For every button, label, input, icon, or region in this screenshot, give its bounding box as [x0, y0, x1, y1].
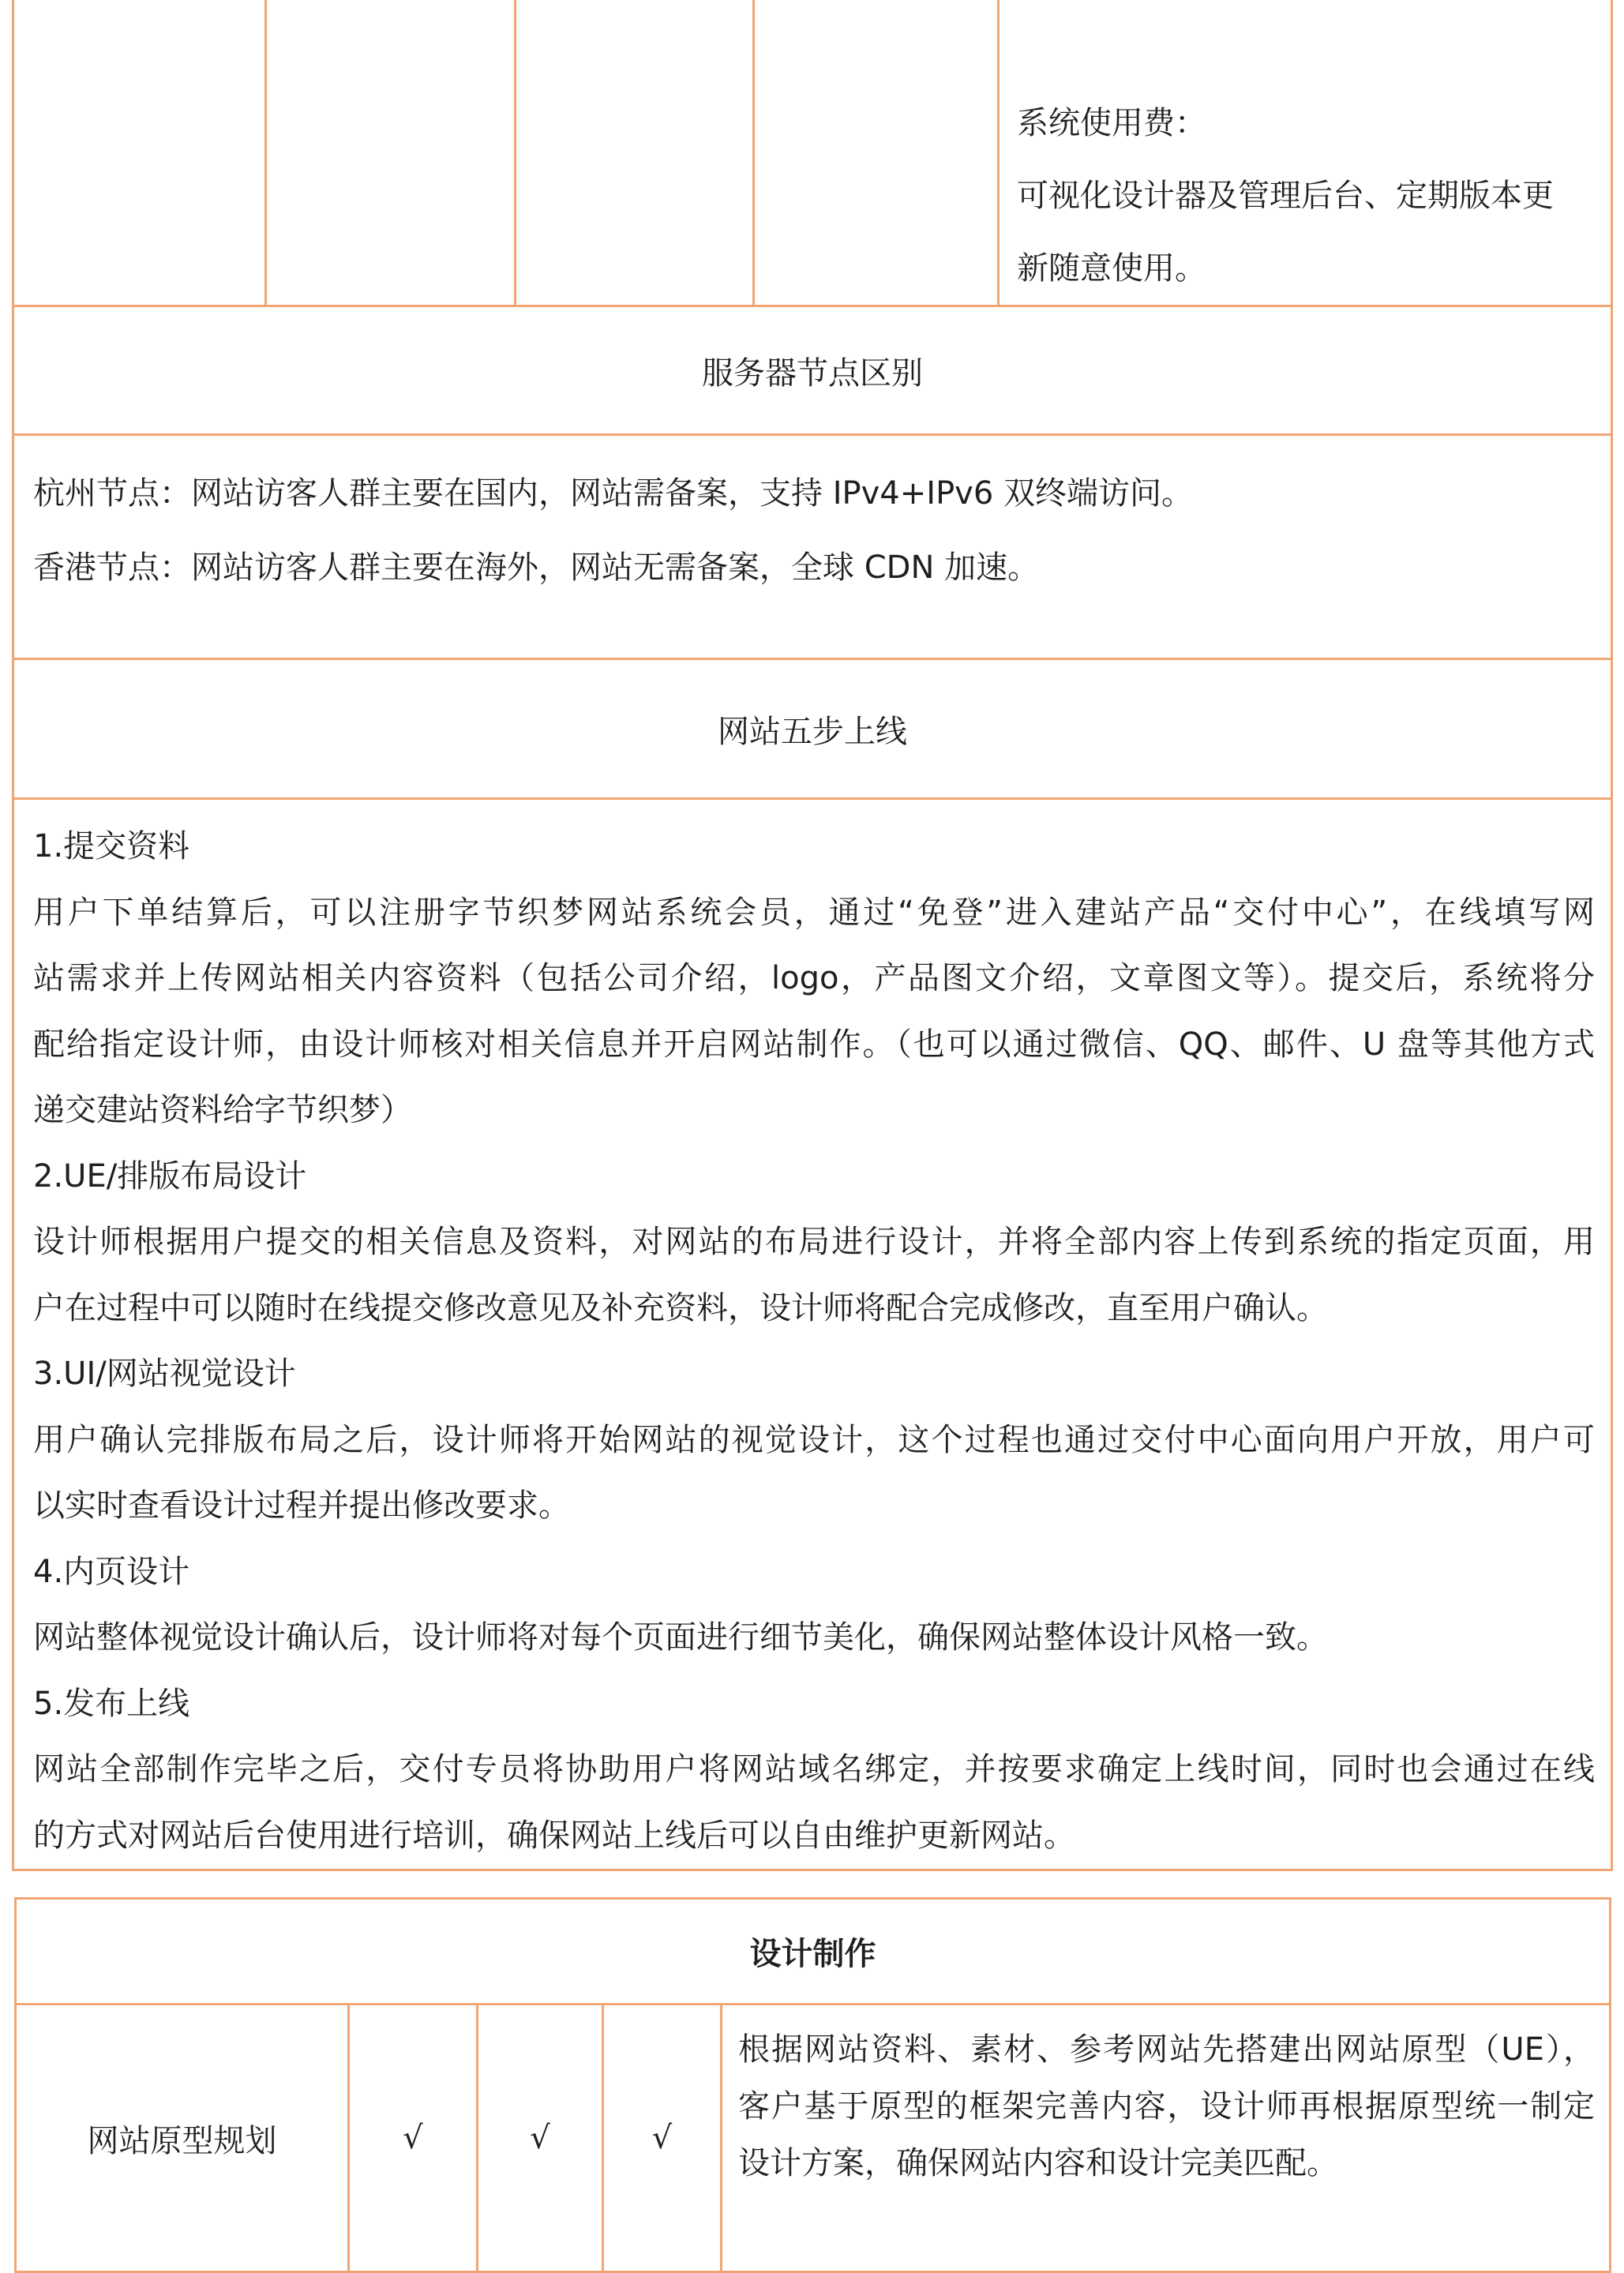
check-mark: √ — [349, 2005, 478, 2272]
system-fee-cell — [999, 0, 1612, 306]
step-text: 的方式对网站后台使用进行培训，确保网站上线后可以自由维护更新网站。 — [33, 1817, 1075, 1854]
empty-cell — [754, 0, 999, 306]
check-mark: √ — [478, 2005, 603, 2272]
check-mark: √ — [603, 2005, 722, 2272]
description-line: 根据网站资料、素材、参考网站先搭建出网站原型（UE）， — [738, 2031, 1596, 2068]
step-text: 户在过程中可以随时在线提交修改意见及补充资料，设计师将配合完成修改，直至用户确认。 — [33, 1289, 1328, 1326]
design-section-title: 设计制作 — [16, 1899, 1611, 2005]
feature-name: 网站原型规划 — [16, 2005, 349, 2272]
step-text: 配给指定设计师，由设计师核对相关信息并开启网站制作。（也可以通过微信、QQ、邮件、U 盘等其他方式 — [33, 1026, 1595, 1063]
five-steps-heading: 网站五步上线 — [13, 659, 1612, 799]
step-title: 2.UE/排版布局设计 — [33, 1157, 307, 1195]
five-steps-content — [13, 799, 1612, 1870]
node-line: 香港节点：网站访客人群主要在海外，网站无需备案，全球 CDN 加速。 — [33, 549, 1040, 586]
step-title: 1.提交资料 — [33, 828, 190, 865]
step-title: 3.UI/网站视觉设计 — [33, 1356, 296, 1392]
step-title: 5.发布上线 — [33, 1685, 190, 1722]
step-text: 递交建站资料给字节织梦） — [33, 1092, 412, 1128]
step-text: 站需求并上传网站相关内容资料（包括公司介绍，logo，产品图文介绍，文章图文等）。提交后，系统将分 — [33, 960, 1595, 996]
description-line: 设计方案，确保网站内容和设计完美匹配。 — [738, 2145, 1338, 2181]
empty-cell — [13, 0, 266, 306]
design-production-table — [14, 1897, 1611, 2273]
fee-line: 可视化设计器及管理后台、定期版本更 — [1017, 178, 1554, 214]
step-text: 以实时查看设计过程并提出修改要求。 — [33, 1487, 570, 1524]
step-title: 4.内页设计 — [33, 1553, 190, 1590]
server-nodes-heading: 服务器节点区别 — [13, 306, 1612, 435]
empty-cell — [516, 0, 754, 306]
empty-cell — [266, 0, 516, 306]
feature-description — [722, 2005, 1611, 2272]
description-line: 客户基于原型的框架完善内容，设计师再根据原型统一制定 — [738, 2088, 1596, 2125]
step-text: 网站整体视觉设计确认后，设计师将对每个页面进行细节美化，确保网站整体设计风格一致。 — [33, 1619, 1328, 1656]
step-text: 设计师根据用户提交的相关信息及资料，对网站的布局进行设计，并将全部内容上传到系统的指定页面，用 — [33, 1224, 1595, 1260]
step-text: 用户确认完排版布局之后，设计师将开始网站的视觉设计，这个过程也通过交付中心面向用户开放，用户可 — [33, 1421, 1595, 1458]
server-nodes-content — [13, 435, 1612, 659]
fee-line: 新随意使用。 — [1017, 250, 1206, 287]
step-text: 网站全部制作完毕之后，交付专员将协助用户将网站域名绑定，并按要求确定上线时间，同时也会通过在线 — [33, 1751, 1595, 1787]
fee-line: 系统使用费： — [1017, 105, 1206, 141]
plan-comparison-table — [12, 0, 1613, 1871]
node-line: 杭州节点：网站访客人群主要在国内，网站需备案，支持 IPv4+IPv6 双终端访问。 — [33, 475, 1194, 512]
step-text: 用户下单结算后，可以注册字节织梦网站系统会员，通过“免登”进入建站产品“交付中心”，在线填写网 — [33, 894, 1595, 931]
